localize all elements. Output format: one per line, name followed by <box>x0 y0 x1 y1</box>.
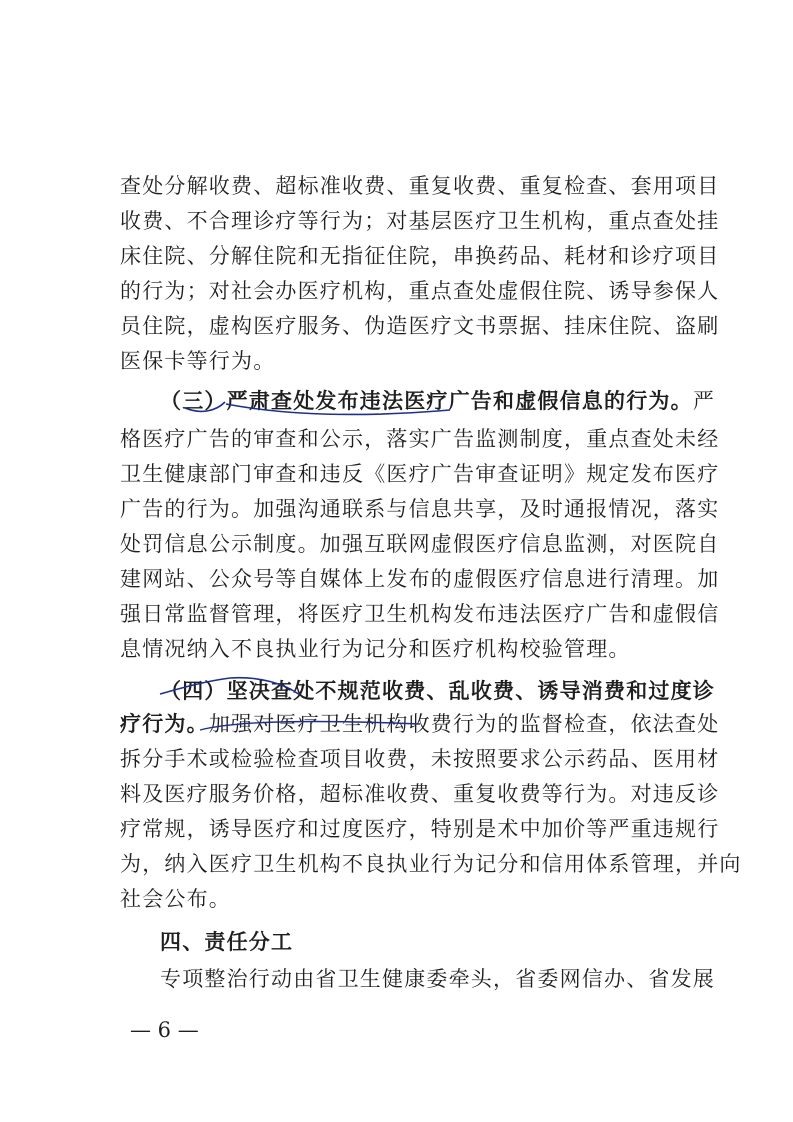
body-line: 处罚信息公示制度。加强互联网虚假医疗信息监测，对医院自 <box>120 532 720 556</box>
body-line: 强日常监督管理，将医疗卫生机构发布违法医疗广告和虚假信 <box>120 602 720 626</box>
body-line: 料及医疗服务价格，超标准收费、重复收费等行为。对违反诊 <box>120 782 720 806</box>
body-line: 社会公布。 <box>120 887 231 911</box>
subsection-heading-line <box>160 675 715 707</box>
body-line: 息情况纳入不良执业行为记分和医疗机构校验管理。 <box>120 637 631 661</box>
body-text: 加强对医疗卫生机构收费行为的监督检查，依法查处 <box>208 712 720 736</box>
subsection-heading-4-cont: 疗行为。 <box>120 712 209 736</box>
page-number: — 6 — <box>130 1018 199 1042</box>
body-line: 疗常规，诱导医疗和过度医疗，特别是术中加价等严重违规行 <box>120 817 720 841</box>
section-heading: 四、责任分工 <box>160 930 294 954</box>
body-line: 员住院，虚构医疗服务、伪造医疗文书票据、挂床住院、盗刷 <box>120 314 720 338</box>
body-line: 格医疗广告的审查和公示，落实广告监测制度，重点查处未经 <box>120 427 720 451</box>
body-line: 卫生健康部门审查和违反《医疗广告审查证明》规定发布医疗 <box>120 462 720 486</box>
body-line: 医保卡等行为。 <box>120 349 276 373</box>
body-line <box>120 708 719 740</box>
body-line: 拆分手术或检验检查项目收费，未按照要求公示药品、医用材 <box>120 747 720 771</box>
body-text: 严 <box>692 389 716 413</box>
subsection-heading-4: （四）坚决查处不规范收费、乱收费、诱导消费和过度诊 <box>160 679 715 703</box>
body-line: 查处分解收费、超标准收费、重复收费、重复检查、套用项目 <box>120 174 720 198</box>
subsection-heading-line <box>160 385 715 417</box>
body-line: 建网站、公众号等自媒体上发布的虚假医疗信息进行清理。加 <box>120 567 720 591</box>
body-line: 床住院、分解住院和无指征住院，串换药品、耗材和诊疗项目 <box>120 244 720 268</box>
body-line: 的行为；对社会办医疗机构，重点查处虚假住院、诱导参保人 <box>120 279 720 303</box>
body-line: 收费、不合理诊疗等行为；对基层医疗卫生机构，重点查处挂 <box>120 209 720 233</box>
body-line: 为，纳入医疗卫生机构不良执业行为记分和信用体系管理，并向 <box>120 852 742 876</box>
body-line: 专项整治行动由省卫生健康委牵头，省委网信办、省发展 <box>160 967 715 991</box>
body-line: 广告的行为。加强沟通联系与信息共享，及时通报情况，落实 <box>120 497 720 521</box>
subsection-heading-3: （三）严肃查处发布违法医疗广告和虚假信息的行为。 <box>160 389 693 413</box>
